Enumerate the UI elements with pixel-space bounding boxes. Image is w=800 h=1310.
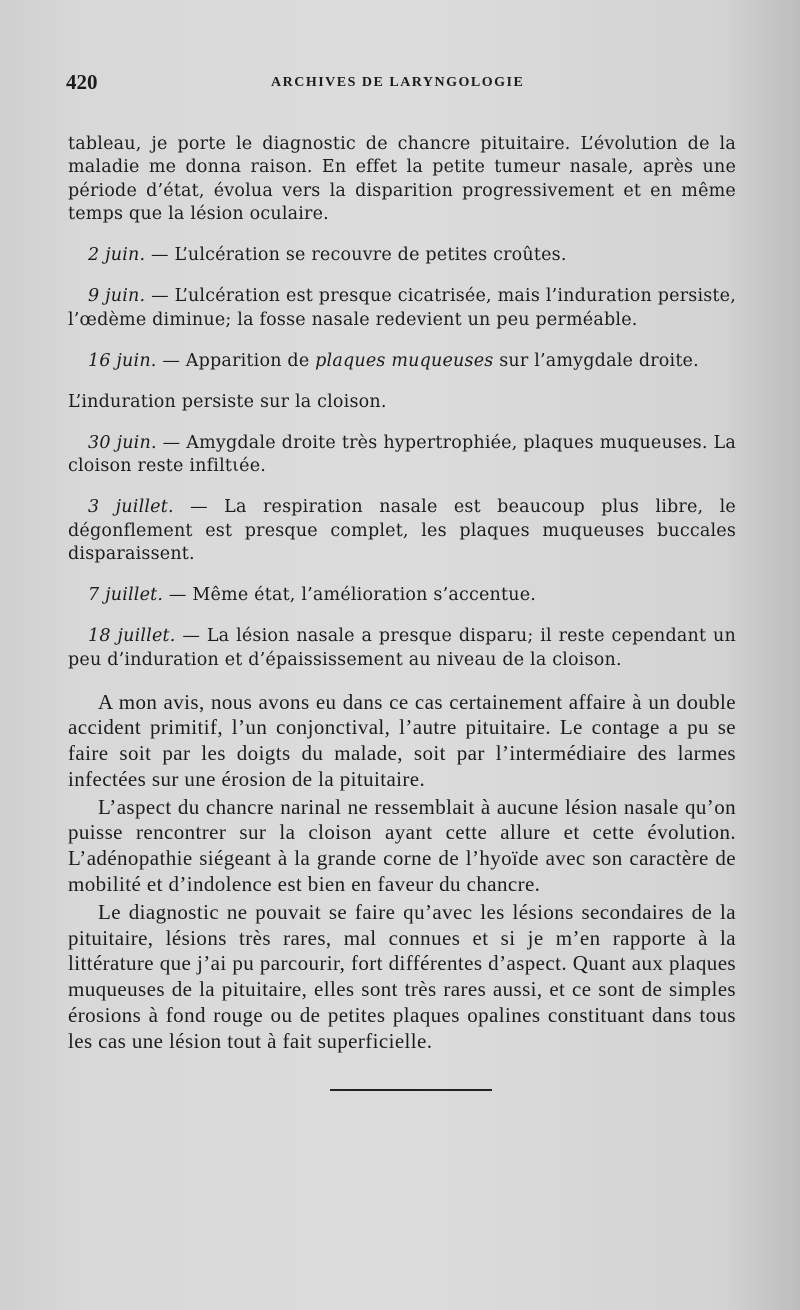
entry-text: L’induration persiste sur la cloison.	[68, 391, 387, 412]
page-header	[66, 70, 738, 98]
discussion-paragraph	[68, 690, 736, 793]
page-body	[68, 115, 736, 1055]
paragraph-text: Le diagnostic ne pouvait se faire qu’avec les lésions secondaires de la pituitaire, lésions très rares, mal connues et si je m’en rapporte à la littérature que j’ai pu parcourir, fort différentes d’aspect. Quant aux plaques muqueuses de la pituitaire, elles sont très rares aussi, et ce sont de simples érosions à fond rouge ou de petites plaques opalines constituant dans tous les cas une lésion tout à fait superficielle.	[68, 899, 736, 1053]
entry-text: — La lésion nasale a presque disparu; il reste cependant un peu d’induration et d’épaississement au niveau de la cloison.	[68, 626, 736, 670]
log-entry	[68, 244, 736, 268]
entry-text: — Amygdale droite très hypertrophiée, plaques muqueuses. La cloison reste infiltιée.	[68, 432, 736, 476]
paragraph-text: L’aspect du chancre narinal ne ressemblait à aucune lésion nasale qu’on puisse rencontrer sur la cloison ayant cette allure et cette évolution. L’adénopathie siégeant à la grande corne de l’hyoïde avec son caractère de mobilité et d’indolence est bien en faveur du chancre.	[68, 794, 736, 897]
log-entry	[68, 584, 736, 608]
entry-text: — Même état, l’amélioration s’accentue.	[163, 585, 537, 605]
entry-date: 9 juin.	[88, 286, 146, 306]
paragraph-text: A mon avis, nous avons eu dans ce cas certainement affaire à un double accident primitif, l’un conjonctival, l’autre pituitaire. Le contage a pu se faire soit par les doigts du malade, soit par l’intermédiaire des larmes infectées sur une érosion de la pituitaire.	[68, 689, 736, 791]
entry-date: 3 juillet.	[88, 497, 174, 517]
log-entry-intro	[68, 133, 736, 227]
log-entry	[68, 285, 736, 332]
entry-date: 30 juin.	[88, 432, 157, 453]
log-entry	[68, 625, 736, 672]
entry-text: — La respiration nasale est beaucoup plus libre, le dégonflement est presque complet, les plaques muqueuses buccales disparaissent.	[68, 497, 736, 564]
entry-text: sur l’amygdale droite.	[493, 350, 699, 371]
log-entry-continuation	[68, 391, 736, 415]
discussion-paragraph	[68, 795, 736, 898]
log-entry	[68, 432, 736, 479]
entry-date: 2 juin.	[88, 245, 146, 265]
page-number: 420	[66, 70, 98, 94]
entry-date: 16 juin.	[88, 350, 157, 371]
entry-date: 18 juillet.	[88, 626, 176, 646]
entry-emphasis: plaques muqueuses	[315, 350, 494, 371]
log-entry	[68, 350, 736, 374]
log-entry	[68, 496, 736, 567]
section-divider-rule	[330, 1089, 492, 1091]
entry-date: 7 juillet.	[88, 585, 164, 605]
entry-text: tableau, je porte le diagnostic de chancre pituitaire. L’évolution de la maladie me donna raison. En effet la petite tumeur nasale, après une période d’état, évolua vers la disparition progressivement et en même temps que la lésion oculaire.	[68, 133, 736, 224]
entry-text: — L’ulcération est presque cicatrisée, mais l’induration persiste, l’œdème diminue; la fosse nasale redevient un peu perméable.	[68, 286, 736, 330]
entry-text: — L’ulcération se recouvre de petites croûtes.	[145, 245, 567, 265]
running-head: ARCHIVES DE LARYNGOLOGIE	[271, 75, 525, 90]
entry-text: — Apparition de	[156, 350, 316, 371]
discussion-paragraph	[68, 900, 736, 1055]
clinical-log	[68, 133, 736, 673]
